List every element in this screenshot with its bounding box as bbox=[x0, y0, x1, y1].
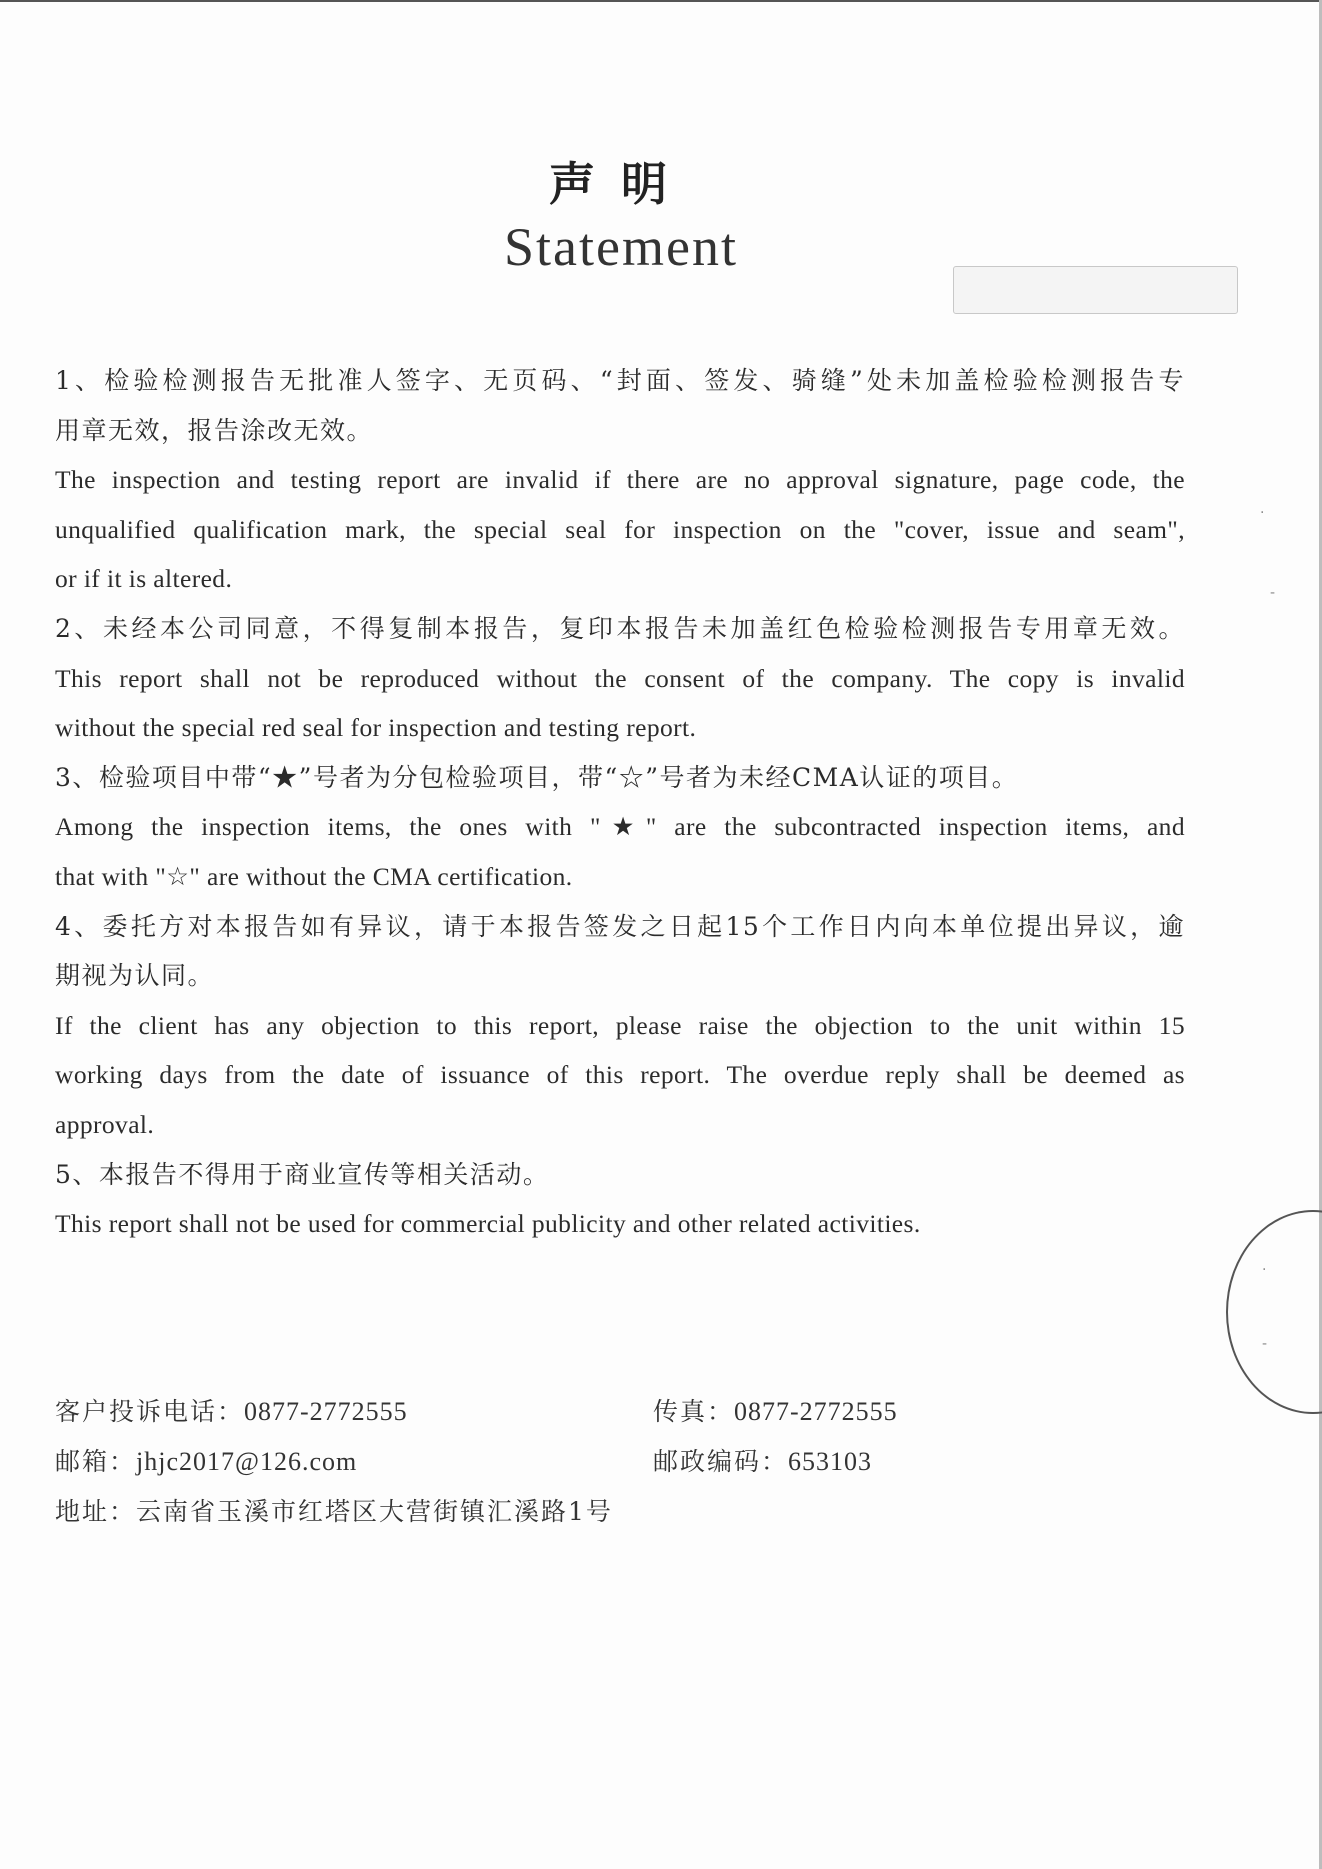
address bbox=[55, 1492, 613, 1528]
scan-speck: - bbox=[1262, 1336, 1268, 1352]
scan-speck: · bbox=[1260, 505, 1265, 521]
statement-line: approval. bbox=[55, 1109, 155, 1139]
fax bbox=[653, 1392, 898, 1428]
statement-line: 期视为认同。 bbox=[55, 961, 215, 991]
postcode-label: 邮政编码： bbox=[653, 1447, 789, 1476]
statement-line: or if it is altered. bbox=[55, 564, 233, 594]
statement-line: This report shall not be reproduced without the consent of the company. The copy is invalid bbox=[55, 663, 1185, 693]
statement-line: The inspection and testing report are invalid if there are no approval signature, page code, the bbox=[55, 465, 1185, 495]
statement-line: 1、检验检测报告无批准人签字、无页码、“封面、签发、骑缝”处未加盖检验检测报告专 bbox=[55, 366, 1185, 395]
statement-line: If the client has any objection to this report, please raise the objection to the unit within 15 bbox=[55, 1010, 1185, 1040]
title-chinese: 声明 bbox=[549, 157, 693, 211]
email-label: 邮箱： bbox=[55, 1447, 137, 1476]
postcode-value: 653103 bbox=[788, 1447, 873, 1476]
email bbox=[55, 1442, 357, 1478]
statement-line: that with "☆" are without the CMA certification. bbox=[55, 861, 573, 891]
complaint-phone bbox=[55, 1392, 408, 1428]
address-label: 地址： bbox=[55, 1497, 137, 1526]
statement-line: 5、本报告不得用于商业宣传等相关活动。 bbox=[55, 1159, 550, 1189]
title-english: Statement bbox=[504, 217, 738, 277]
scan-speck: - bbox=[1270, 585, 1276, 601]
statement-body bbox=[55, 356, 1185, 1249]
complaint-phone-value: 0877-2772555 bbox=[244, 1397, 408, 1426]
statement-line: This report shall not be used for commercial publicity and other related activities. bbox=[55, 1209, 921, 1239]
statement-line: working days from the date of issuance of this report. The overdue reply shall be deemed as bbox=[55, 1060, 1185, 1090]
binding-hole-mark bbox=[1226, 1210, 1322, 1414]
statement-line: 3、检验项目中带“★”号者为分包检验项目，带“☆”号者为未经CMA认证的项目。 bbox=[55, 762, 1019, 792]
fax-label: 传真： bbox=[653, 1397, 735, 1426]
statement-line: without the special red seal for inspection and testing report. bbox=[55, 713, 697, 743]
complaint-phone-label: 客户投诉电话： bbox=[55, 1397, 245, 1426]
page-top-border bbox=[0, 0, 1322, 2]
fax-value: 0877-2772555 bbox=[734, 1397, 898, 1426]
email-value: jhjc2017@126.com bbox=[136, 1447, 358, 1476]
statement-line: Among the inspection items, the ones with "★" are the subcontracted inspection items, and bbox=[55, 812, 1185, 842]
statement-line: 2、未经本公司同意，不得复制本报告，复印本报告未加盖红色检验检测报告专用章无效。 bbox=[55, 613, 1185, 643]
postcode bbox=[653, 1442, 872, 1478]
scan-artifact-box bbox=[953, 266, 1238, 314]
statement-line: 用章无效，报告涂改无效。 bbox=[55, 415, 374, 445]
statement-line: 4、委托方对本报告如有异议，请于本报告签发之日起15个工作日内向本单位提出异议，逾 bbox=[55, 911, 1185, 941]
address-value: 云南省玉溪市红塔区大营街镇汇溪路1号 bbox=[136, 1497, 613, 1526]
statement-line: unqualified qualification mark, the special seal for inspection on the "cover, issue and seam", bbox=[55, 514, 1185, 544]
scan-speck: · bbox=[1262, 1262, 1267, 1278]
